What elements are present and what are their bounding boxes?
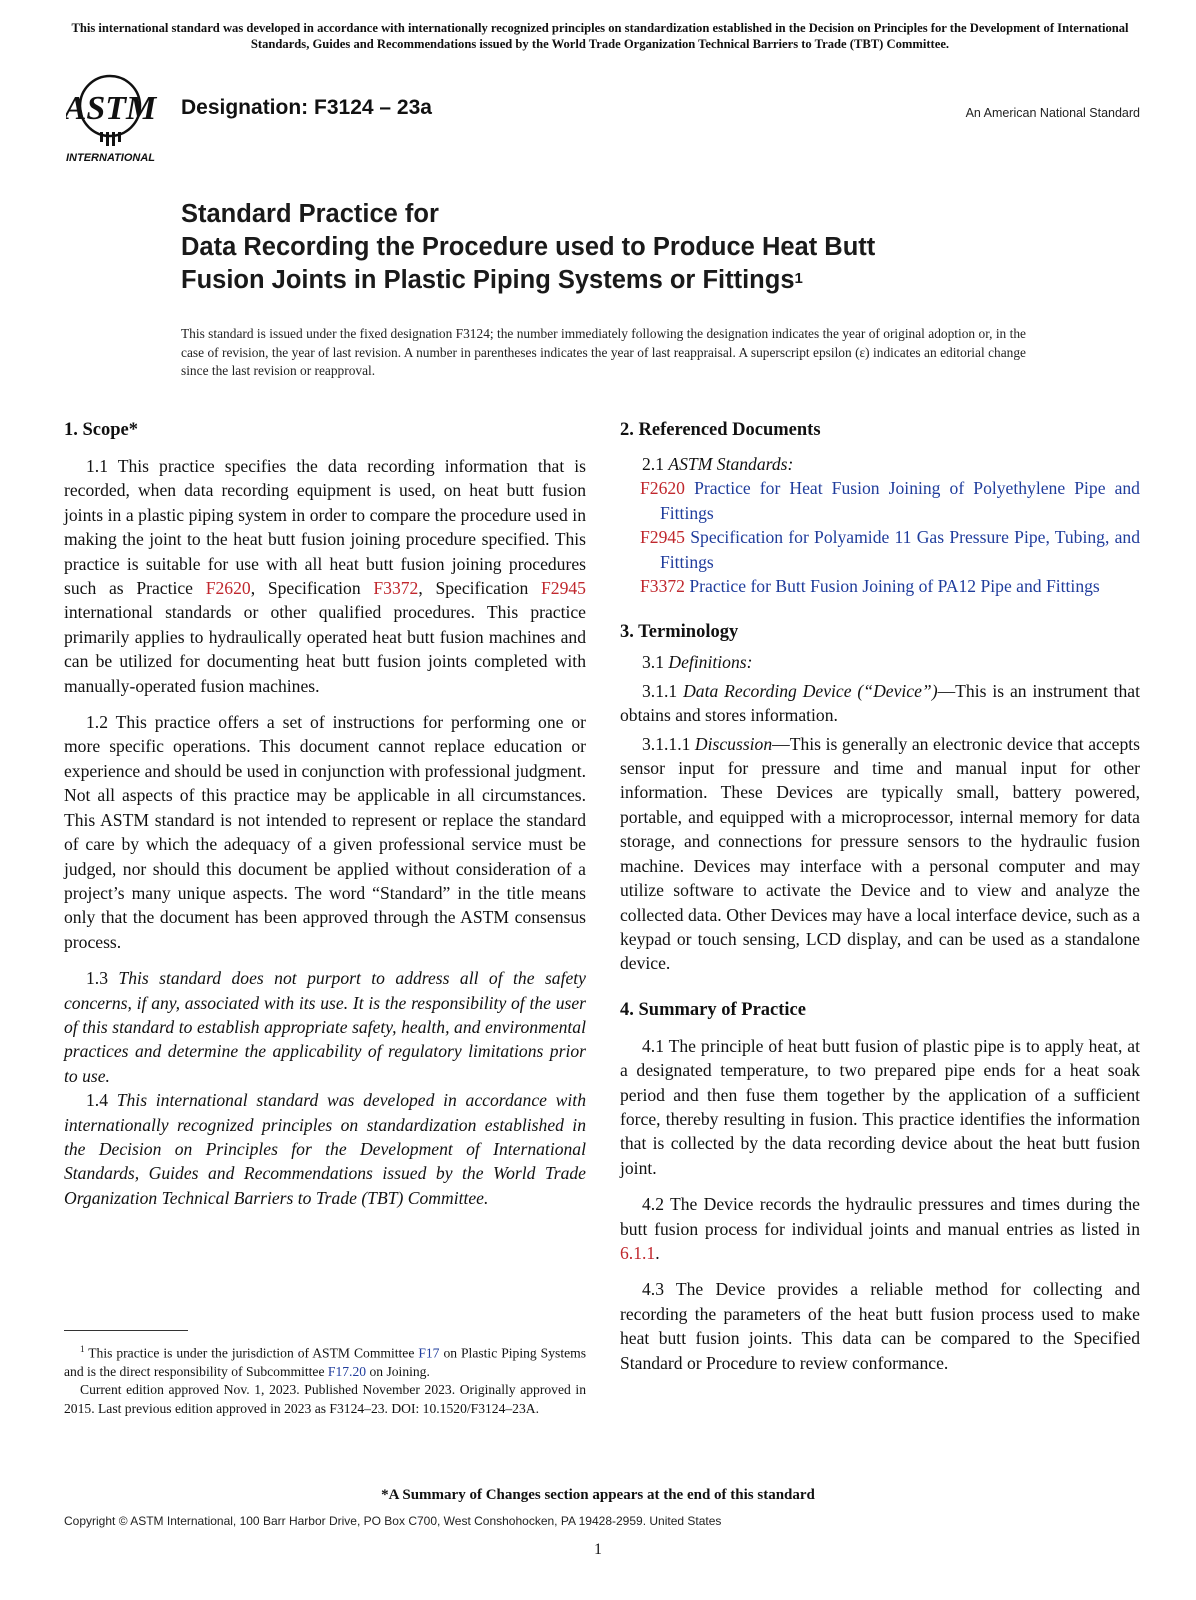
terminology-3-1-1 — [620, 679, 1140, 728]
footnote-text-b: on Plastic Piping Systems and is the direct responsibility of Subcommittee — [64, 1345, 586, 1379]
terminology-3-1-1-1-term: Discussion — [694, 733, 773, 754]
footnote-1 — [64, 1340, 586, 1381]
footnote-text-a: This practice is under the jurisdiction of ASTM Committee — [84, 1345, 419, 1361]
american-national-standard: An American National Standard — [965, 106, 1140, 120]
title-line-1: Standard Practice for — [181, 200, 439, 228]
designation: Designation: F3124 – 23a — [181, 96, 432, 119]
summary-4-1: 4.1 The principle of heat butt fusion of plastic pipe is to apply heat, at a designated temperature, to two prepared pipe ends for a heat soak period and then fuse them together by the application of a sufficient force, thereby resulting in fusion. This practice identifies the information that is collected by the data recording device about the heat butt fusion joint. — [620, 1035, 1140, 1178]
terminology-3-1-1-1-text: —This is generally an electronic device that accepts sensor input for pressure and time and manual input for other information. These Devices are typically small, battery powered, portable, and equipped with a microprocessor, internal memory for data storage, and connections for pressure sensors to the hydraulic fusion machine. Devices may interface with a personal computer and may utilize software to activate the Device and to view and analyze the collected data. Other Devices may have a local interface device, such as a keypad or touch sensing, LCD display, and can be used as a standalone device. — [620, 733, 1140, 974]
scope-1-1-text-b: , Specification — [250, 578, 374, 599]
scope-1-4 — [64, 1088, 586, 1210]
terminology-3-1-num: 3.1 — [642, 652, 669, 673]
terminology-3-1-text: Definitions: — [668, 652, 753, 673]
summary-heading: 4. Summary of Practice — [620, 999, 806, 1020]
referenced-heading: 2. Referenced Documents — [620, 420, 821, 440]
footnote — [64, 1340, 586, 1418]
astm-logo — [66, 70, 168, 164]
wto-banner: This international standard was developed in accordance with internationally recognized principles on standardization established in the Decision on Principles for the Development of International Standards, Guides and Recommendations issued by the World Trade Organization Technical Barriers to Trade (TBT) Committee. — [71, 21, 1129, 51]
scope-1-2: 1.2 This practice offers a set of instructions for performing one or more specific operations. This document cannot replace education or experience and should be used in conjunction with professional judgment. Not all aspects of this practice may be applicable in all circumstances. This ASTM standard is not intended to represent or replace the standard of care by which the adequacy of a given professional service must be judged, nor should this document be applied without consideration of a project’s many unique aspects. The word “Standard” in the title means only that the document has been approved through the ASTM consensus process. — [64, 712, 586, 952]
link-f17-20[interactable]: F17.20 — [327, 1363, 367, 1379]
copyright: Copyright © ASTM International, 100 Barr Harbor Drive, PO Box C700, West Conshohocken, PA 19428-2959. United States — [64, 1514, 722, 1528]
link-f17[interactable]: F17 — [418, 1345, 440, 1361]
link-f2620[interactable]: F2620 — [205, 578, 251, 599]
logo-text: ASTM — [66, 90, 157, 127]
ref-title[interactable]: Practice for Butt Fusion Joining of PA12 Pipe and Fittings — [689, 576, 1100, 597]
link-f2945[interactable]: F2945 — [541, 578, 586, 599]
scope-1-1-text-a: 1.1 This practice specifies the data recording information that is recorded, when data recording equipment is used, on heat butt fusion joints in a plastic piping system in order to compare the procedure used in making the joint to the heat butt fusion joining procedure specified. This practice is suitable for use with all heat butt fusion joining procedures such as Practice — [64, 456, 586, 599]
ref-code[interactable]: F2620 — [640, 478, 685, 499]
scope-1-3-text: This standard does not purport to address all of the safety concerns, if any, associated with its use. It is the responsibility of the user of this standard to establish appropriate safety, health, and environmental practices and determine the applicability of regulatory limitations prior to use. — [64, 968, 586, 1086]
footnote-mark: 1 — [80, 1344, 85, 1354]
terminology-3-1-1-1-num: 3.1.1.1 — [642, 733, 695, 754]
title-line-3 — [181, 264, 1061, 297]
referenced-2-1-text: ASTM Standards: — [668, 454, 794, 474]
ref-item[interactable] — [620, 574, 1140, 598]
referenced-2-1 — [620, 452, 1140, 476]
scope-1-1-text-c: , Specification — [418, 578, 541, 599]
referenced-2-1-num: 2.1 — [642, 454, 669, 474]
scope-1-3 — [64, 966, 586, 1088]
summary-of-changes-note: *A Summary of Changes section appears at the end of this standard — [381, 1487, 815, 1503]
summary-4-2-text-a: 4.2 The Device records the hydraulic pressures and times during the butt fusion process for individual joints and manual entries as listed in — [620, 1194, 1140, 1239]
footnote-2: Current edition approved Nov. 1, 2023. Published November 2023. Originally approved in 2015. Last previous edition approved in 2023 as F3124–23. DOI: 10.1520/F3124–23A. — [64, 1382, 586, 1416]
summary-4-2-text-b: . — [655, 1242, 660, 1263]
terminology-3-1 — [620, 650, 1140, 674]
terminology-3-1-1-text: —This is an instrument that obtains and stores information. — [620, 680, 1140, 726]
scope-1-3-num: 1.3 — [86, 968, 119, 989]
title-line-3-text: Fusion Joints in Plastic Piping Systems or Fittings — [181, 266, 795, 294]
terminology-3-1-1-term: Data Recording Device (“Device”) — [683, 680, 938, 701]
scope-1-4-text: This international standard was developed in accordance with internationally recognized principles on standardization established in the Decision on Principles for the Development of International Standards, Guides and Recommendations issued by the World Trade Organization Technical Barriers to Trade (TBT) Committee. — [64, 1090, 586, 1208]
scope-heading: 1. Scope* — [64, 420, 138, 440]
scope-1-4-num: 1.4 — [86, 1090, 117, 1111]
issuance-note: This standard is issued under the fixed designation F3124; the number immediately following the designation indicates the year of original adoption or, in the case of revision, the year of last revision. A number in parentheses indicates the year of last reappraisal. A superscript epsilon (ε) indicates an editorial change since the last revision or reapproval. — [181, 326, 1026, 378]
ref-title[interactable]: Practice for Heat Fusion Joining of Polyethylene Pipe and Fittings — [660, 478, 1140, 523]
scope-1-1 — [64, 454, 586, 698]
ref-item[interactable] — [620, 476, 1140, 525]
link-6-1-1[interactable]: 6.1.1 — [620, 1242, 656, 1263]
summary-4-2 — [620, 1192, 1140, 1265]
ref-title[interactable]: Specification for Polyamide 11 Gas Pressure Pipe, Tubing, and Fittings — [660, 527, 1140, 572]
page-number: 1 — [594, 1541, 602, 1558]
terminology-heading: 3. Terminology — [620, 622, 739, 643]
logo-subtext: INTERNATIONAL — [66, 152, 156, 164]
ref-code[interactable]: F2945 — [640, 527, 685, 548]
scope-1-1-text-d: international standards or other qualified procedures. This practice primarily applies to hydraulically operated heat butt fusion machines and can be utilized for documenting heat butt fusion joints completed with manually-operated fusion machines. — [64, 602, 586, 696]
link-f3372[interactable]: F3372 — [373, 578, 419, 599]
right-column — [620, 418, 1140, 1375]
summary-4-3: 4.3 The Device provides a reliable method for collecting and recording the parameters of the heat butt fusion process used to make heat butt fusion joints. This data can be compared to the Specified Standard or Procedure to review conformance. — [620, 1279, 1140, 1373]
astm-logo-graphic — [66, 70, 168, 164]
left-column — [64, 418, 586, 1210]
title-line-2: Data Recording the Procedure used to Produce Heat Butt — [181, 233, 876, 261]
ref-code[interactable]: F3372 — [640, 576, 685, 597]
document-title — [181, 198, 1061, 297]
title-footnote-mark[interactable]: 1 — [794, 270, 803, 287]
footnote-divider — [64, 1330, 188, 1331]
terminology-3-1-1-num: 3.1.1 — [642, 680, 684, 701]
terminology-3-1-1-1 — [620, 732, 1140, 976]
footnote-text-c: on Joining. — [366, 1363, 430, 1379]
ref-item[interactable] — [620, 525, 1140, 574]
